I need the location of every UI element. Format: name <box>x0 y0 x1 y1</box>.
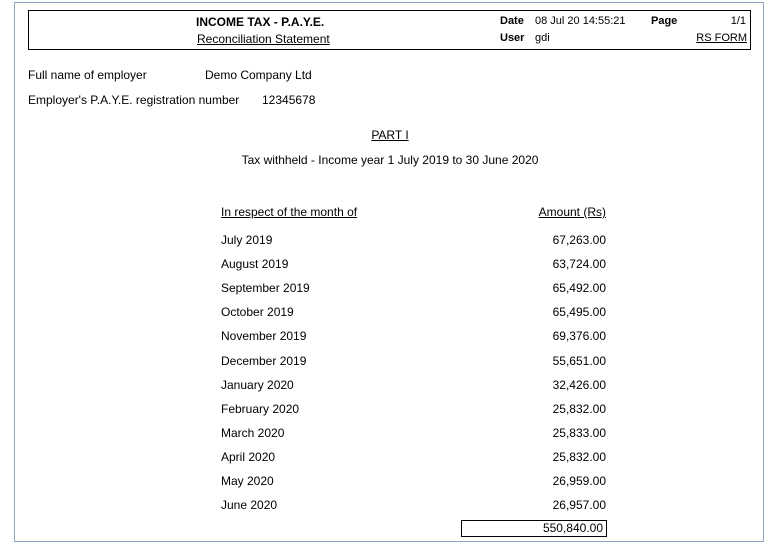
month-cell: February 2020 <box>221 402 300 416</box>
month-cell: May 2020 <box>221 474 274 488</box>
page-number: 1/1 <box>730 15 746 27</box>
month-cell: September 2019 <box>221 281 310 295</box>
amount-cell: 32,426.00 <box>552 378 606 392</box>
amount-cell: 65,492.00 <box>552 281 606 295</box>
month-cell: March 2020 <box>221 426 285 440</box>
month-cell: December 2019 <box>221 354 307 368</box>
report-header <box>28 10 751 50</box>
month-cell: October 2019 <box>221 305 294 319</box>
part-description: Tax withheld - Income year 1 July 2019 to 30 June 2020 <box>241 153 539 167</box>
amount-cell: 26,957.00 <box>552 498 606 512</box>
registration-value: 12345678 <box>262 93 316 107</box>
month-cell: July 2019 <box>221 233 273 247</box>
rs-form-link[interactable]: RS FORM <box>696 32 747 44</box>
part-title: PART I <box>371 128 409 142</box>
amount-cell: 65,495.00 <box>552 305 606 319</box>
month-cell: June 2020 <box>221 498 278 512</box>
amount-cell: 69,376.00 <box>552 329 606 343</box>
amount-cell: 25,832.00 <box>552 402 606 416</box>
amount-cell: 25,833.00 <box>552 426 606 440</box>
employer-name-value: Demo Company Ltd <box>205 68 312 82</box>
month-cell: August 2019 <box>221 257 289 271</box>
amount-cell: 25,832.00 <box>552 450 606 464</box>
date-value: 08 Jul 20 14:55:21 <box>535 15 626 27</box>
page-label: Page <box>651 15 678 27</box>
user-label: User <box>500 32 525 44</box>
user-value: gdi <box>535 32 550 44</box>
total-amount: 550,840.00 <box>461 520 607 537</box>
amount-column-header: Amount (Rs) <box>538 205 606 219</box>
registration-label: Employer's P.A.Y.E. registration number <box>28 93 240 107</box>
month-cell: November 2019 <box>221 329 307 343</box>
amount-cell: 67,263.00 <box>552 233 606 247</box>
month-cell: April 2020 <box>221 450 276 464</box>
amount-cell: 26,959.00 <box>552 474 606 488</box>
amount-cell: 63,724.00 <box>552 257 606 271</box>
month-column-header: In respect of the month of <box>221 205 358 219</box>
month-cell: January 2020 <box>221 378 294 392</box>
amount-cell: 55,651.00 <box>552 354 606 368</box>
report-title: INCOME TAX - P.A.Y.E. <box>196 15 325 29</box>
date-label: Date <box>500 15 524 27</box>
employer-name-label: Full name of employer <box>28 68 147 82</box>
document-frame <box>14 2 764 542</box>
report-subtitle: Reconciliation Statement <box>197 32 330 46</box>
